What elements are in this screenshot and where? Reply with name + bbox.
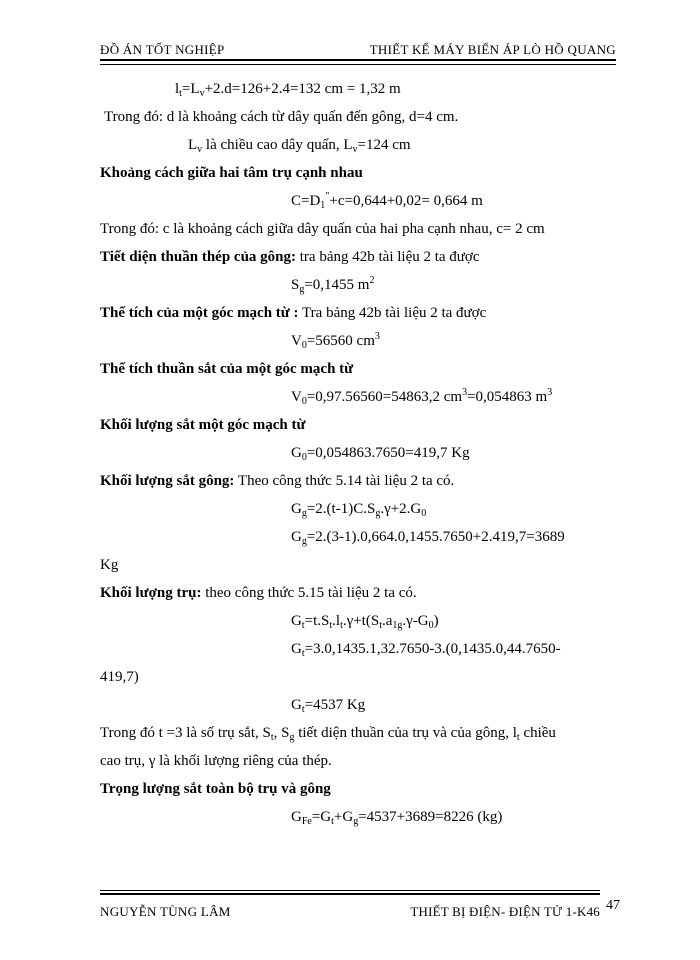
heading-sg: Tiết diện thuần thép của gông: tra bảng 42b tài liệu 2 ta được xyxy=(100,249,480,265)
formula-g0: $G_0=0,054863.7650=419,7$ Kg xyxy=(291,445,470,463)
heading-v0: Thể tích của một góc mạch từ : Tra bảng 42b tài liệu 2 ta được xyxy=(100,305,487,321)
formula-gt-general: $G_t=t.S_t.l_t.\gamma+t(S_t.a_{1g}.\gamma-G_0)$ xyxy=(291,613,439,631)
page-number: 47 xyxy=(606,898,620,913)
where-lv: $L_v$ là chiều cao dây quấn, $L_v=124$ cm xyxy=(188,137,411,155)
heading-total: Trọng lượng sắt toàn bộ trụ và gông xyxy=(100,781,331,797)
where-gt: Trong đó t =3 là số trụ sắt, $S_t$, $S_g$ tiết diện thuần của trụ và của gông, $l_t$ chiều xyxy=(100,725,556,743)
formula-lt: $l_t=L_v+2.d=126+2.4=132$ cm = 1,32 m xyxy=(175,81,401,99)
formula-gfe: $G_{Fe}=G_t+G_g=4537+3689=8226$ (kg) xyxy=(291,809,503,827)
where-c: Trong đó: c là khoảng cách giữa dây quấn của hai pha cạnh nhau, c= 2 cm xyxy=(100,221,545,237)
formula-gg-value: $G_g=2.(3-1).0,664.0,1455.7650+2.419,7=3689$ xyxy=(291,529,565,547)
footer-class: THIẾT BỊ ĐIỆN- ĐIỆN TỬ 1-K46 xyxy=(410,904,600,919)
page-header xyxy=(100,40,616,62)
heading-gg: Khối lượng sắt gông: Theo công thức 5.14 tài liệu 2 ta có. xyxy=(100,473,455,489)
page-footer xyxy=(100,890,600,930)
heading-g0: Khối lượng sắt một góc mạch từ xyxy=(100,417,306,433)
heading-gt: Khối lượng trụ: theo công thức 5.15 tài liệu 2 ta có. xyxy=(100,585,417,601)
formula-v0: $V_0=56560$ $cm^3$ xyxy=(291,331,380,351)
header-left-title: ĐỒ ÁN TỐT NGHIỆP xyxy=(100,42,225,57)
formula-gt-value-cont: 419,7) xyxy=(100,669,139,685)
formula-gt-value: $G_t=3.0,1435.1,32.7650-3.(0,1435.0,44.7650-$ xyxy=(291,641,561,659)
heading-v0-pure: Thể tích thuần sắt của một góc mạch từ xyxy=(100,361,354,377)
footer-author: NGUYỄN TÙNG LÂM xyxy=(100,904,231,919)
header-right-title: THIẾT KẾ MÁY BIẾN ÁP LÒ HỒ QUANG xyxy=(369,42,616,57)
footer-rule-thin xyxy=(100,890,600,891)
heading-distance: Khoảng cách giữa hai tâm trụ cạnh nhau xyxy=(100,165,363,181)
formula-sg: $S_g=0,1455$ $m^2$ xyxy=(291,275,375,295)
where-d: Trong đó: d là khoảng cách từ dây quấn đến gông, d=4 cm. xyxy=(104,109,459,125)
where-gt-cont: cao trụ, γ là khối lượng riêng của thép. xyxy=(100,753,332,769)
formula-gg-unit: Kg xyxy=(100,557,119,573)
header-rule-thick xyxy=(100,59,616,61)
formula-gt-result: $G_t=4537$ Kg xyxy=(291,697,366,715)
formula-gg-general: $G_g=2.(t-1)C.S_g.\gamma+2.G_0$ xyxy=(291,501,427,519)
formula-c: $C=D_1^"+c=0,644+0,02= 0,664$ m xyxy=(291,191,483,211)
formula-v0-pure: $V_0=0,97.56560=54863,2$ $cm^3=0,054863$ $m^3$ xyxy=(291,387,553,407)
header-rule-thin xyxy=(100,64,616,65)
footer-rule-thick xyxy=(100,893,600,895)
